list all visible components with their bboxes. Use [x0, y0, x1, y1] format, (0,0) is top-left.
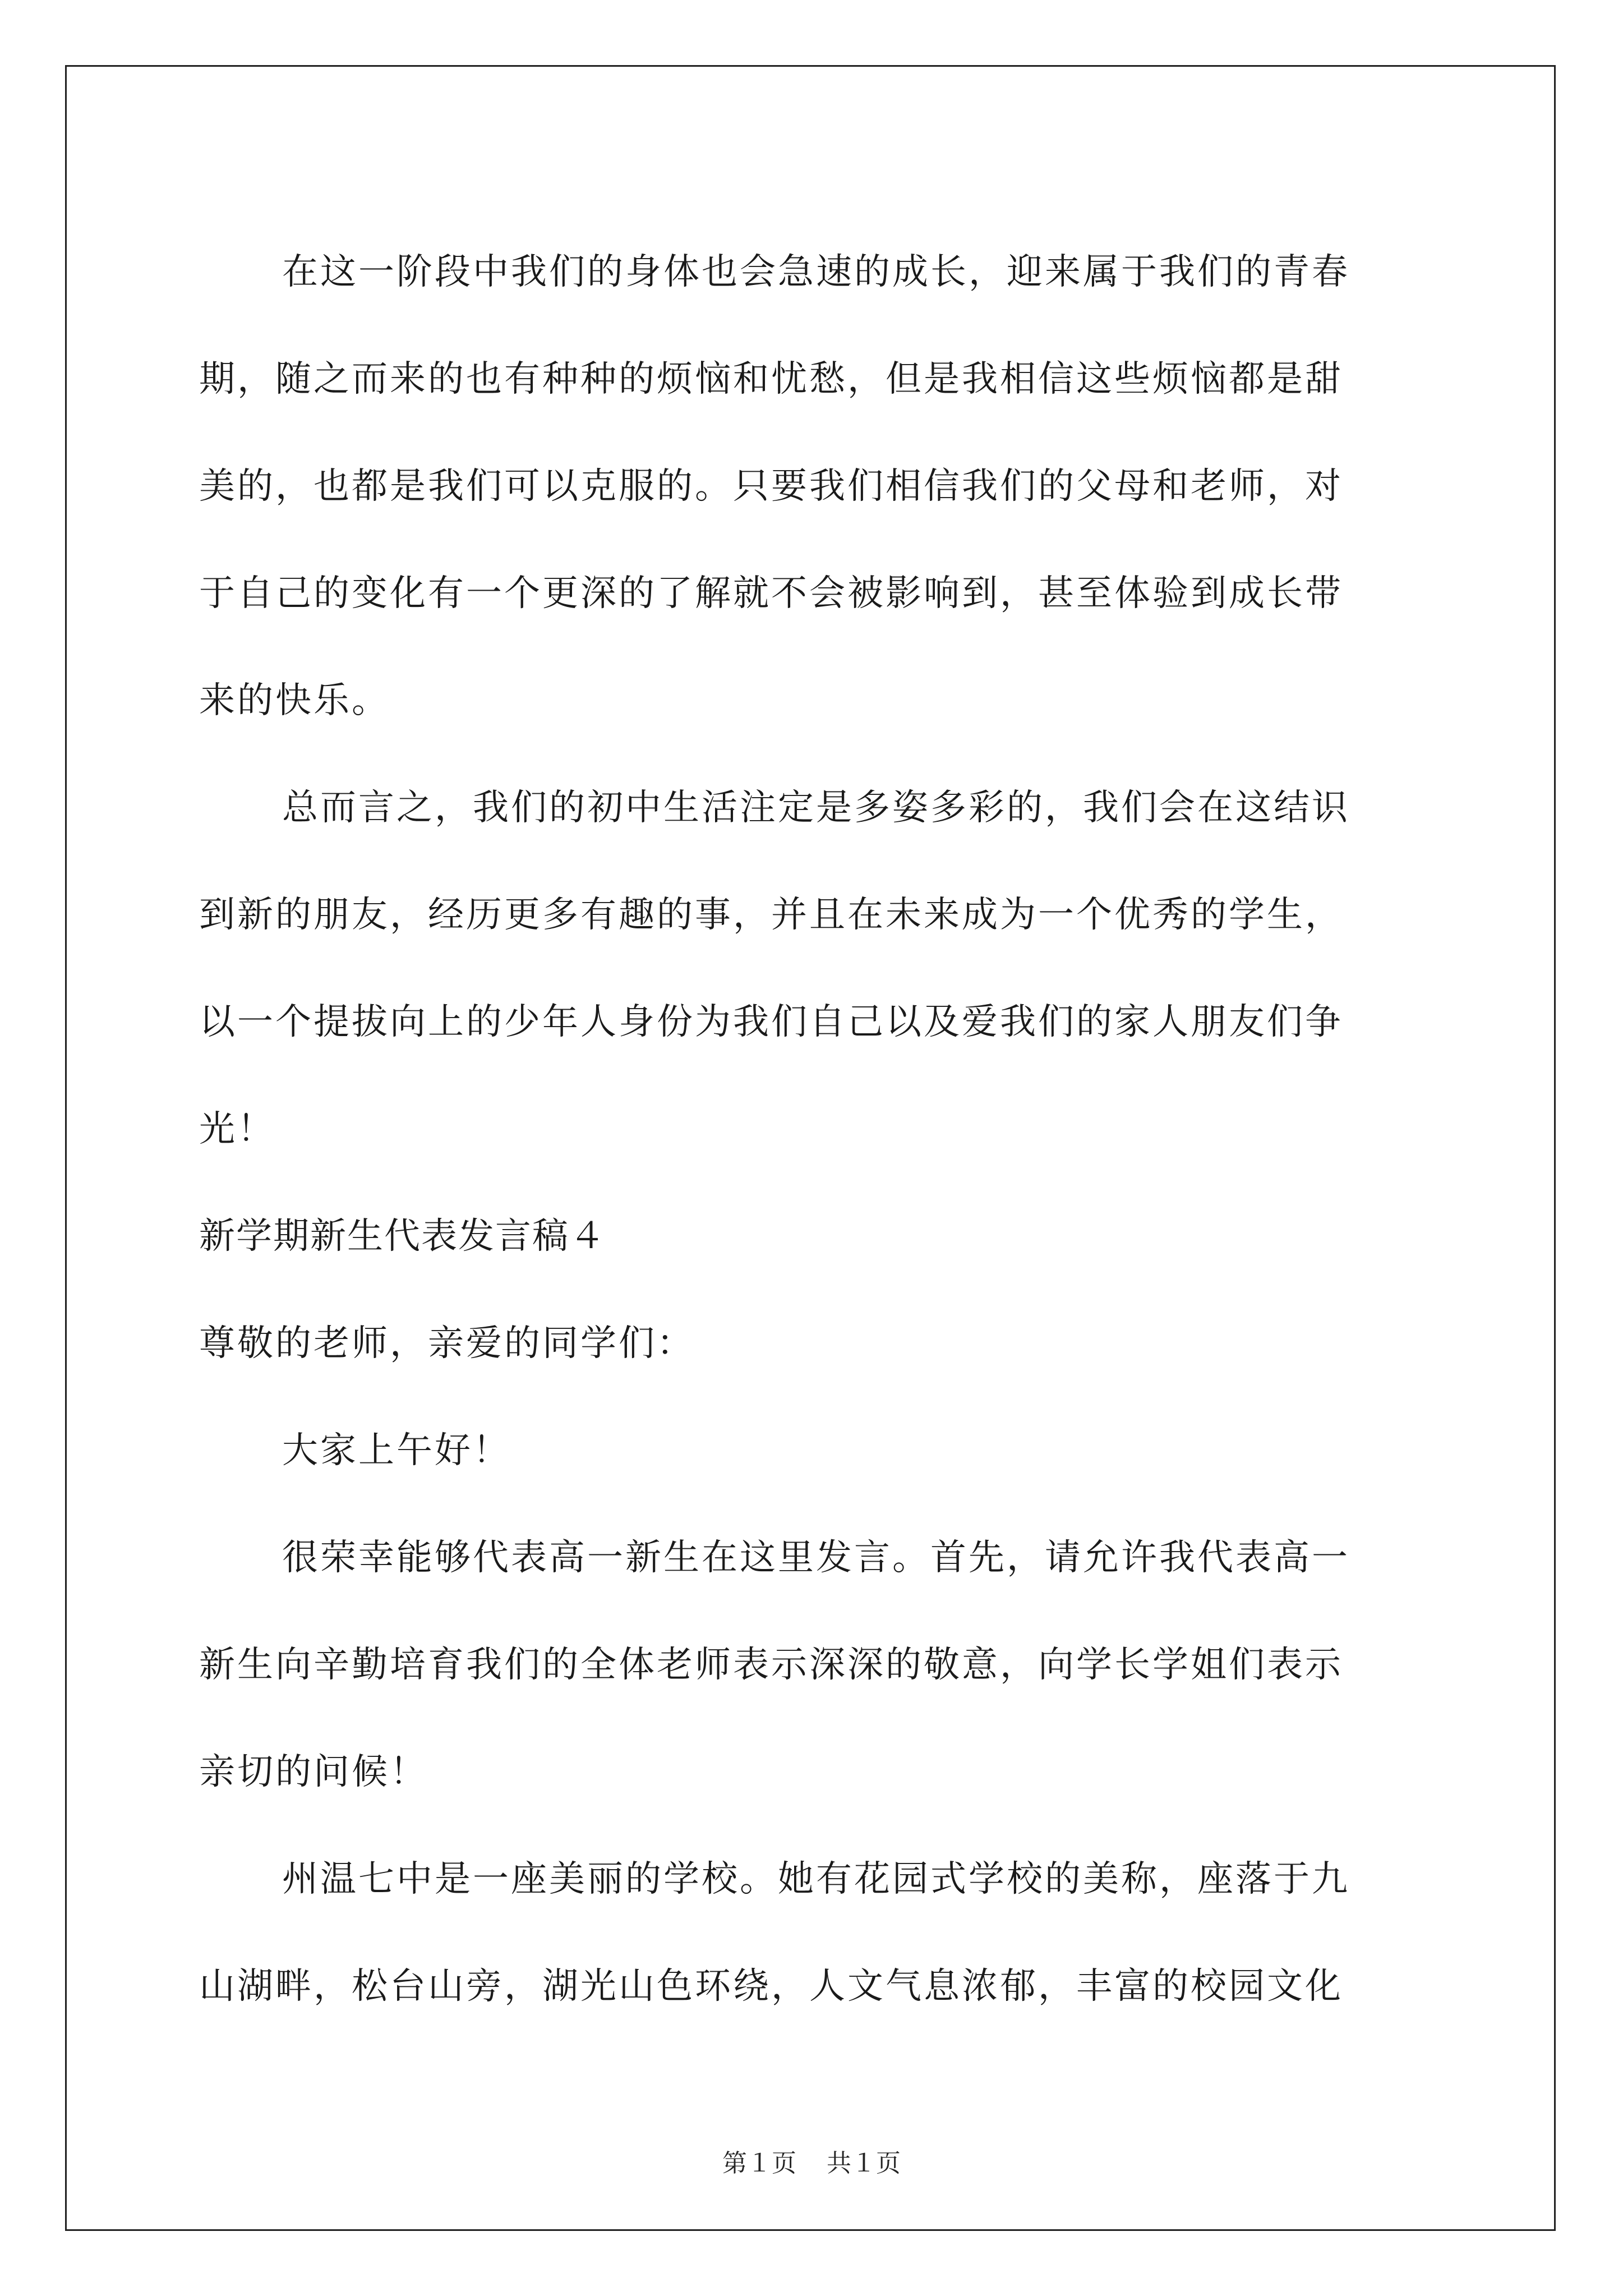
- page-total: 共１页: [827, 2149, 901, 2178]
- section-heading: 新学期新生代表发言稿４: [199, 1216, 606, 1257]
- paragraph-line: 很荣幸能够代表高一新生在这里发言。首先，请允许我代表高一: [282, 1537, 1350, 1579]
- paragraph-line: 山湖畔，松台山旁，湖光山色环绕，人文气息浓郁，丰富的校园文化: [199, 1966, 1343, 2007]
- salutation: 尊敬的老师，亲爱的同学们：: [199, 1323, 695, 1364]
- paragraph-line: 美的，也都是我们可以克服的。只要我们相信我们的父母和老师，对: [199, 466, 1343, 507]
- paragraph-line: 期，随之而来的也有种种的烦恼和忧愁，但是我相信这些烦恼都是甜: [199, 358, 1343, 400]
- paragraph-line: 亲切的问候！: [199, 1751, 428, 1793]
- document-body: [199, 219, 1427, 2040]
- paragraph-line: 在这一阶段中我们的身体也会急速的成长，迎来属于我们的青春: [282, 251, 1350, 293]
- greeting: 大家上午好！: [282, 1430, 511, 1471]
- paragraph-line: 以一个提拔向上的少年人身份为我们自己以及爱我们的家人朋友们争: [199, 1001, 1343, 1043]
- paragraph-line: 新生向辛勤培育我们的全体老师表示深深的敬意，向学长学姐们表示: [199, 1644, 1343, 1686]
- paragraph-line: 州温七中是一座美丽的学校。她有花园式学校的美称，座落于九: [282, 1858, 1350, 1900]
- paragraph-line: 来的快乐。: [199, 680, 390, 721]
- paragraph-line: 光！: [199, 1108, 275, 1150]
- paragraph-line: 总而言之，我们的初中生活注定是多姿多彩的，我们会在这结识: [282, 787, 1350, 829]
- paragraph-line: 于自己的变化有一个更深的了解就不会被影响到，甚至体验到成长带: [199, 573, 1343, 614]
- paragraph-line: 到新的朋友，经历更多有趣的事，并且在未来成为一个优秀的学生，: [199, 894, 1343, 936]
- page-footer: [0, 2143, 1623, 2179]
- page-number: 第１页: [722, 2149, 796, 2178]
